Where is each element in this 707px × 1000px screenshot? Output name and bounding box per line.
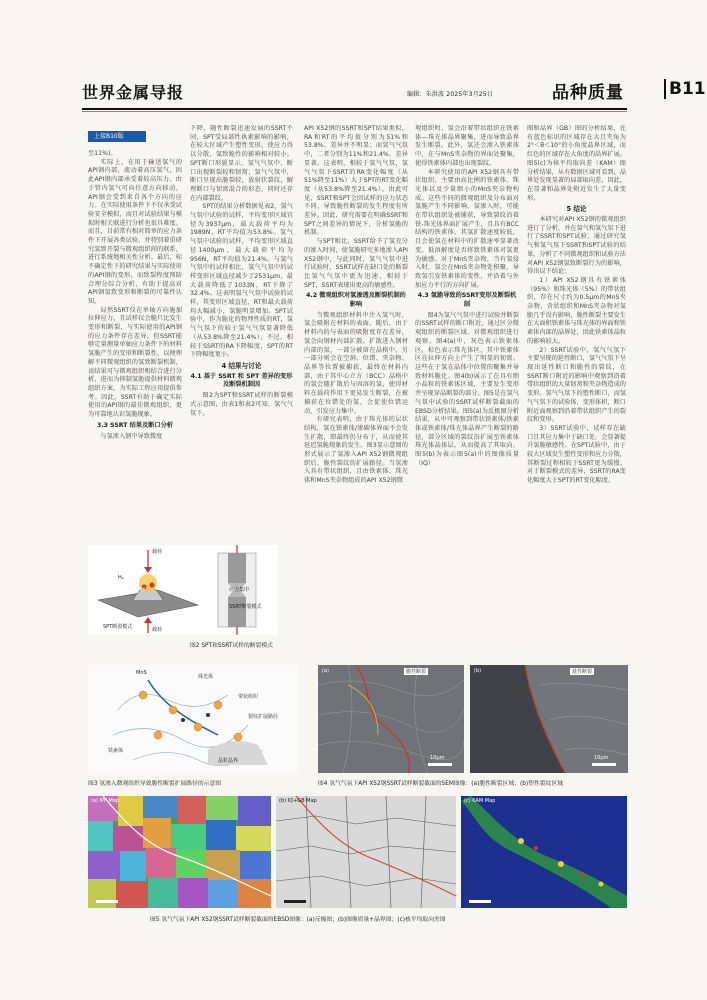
figure-4-sem-b [470, 665, 628, 773]
paragraph: 图4为氢气气氛中进行试验并断裂的SSRT试样的断口附近，通过区分微观组织的断裂区域，对微观组织进行观察。图4(a)中，灰色表示铁素体区，棕色表示珠光体区，其中铁素体区在拉伸方向上产生了明显的韧窝。这些在于氢在晶体中位置的聚集并导致材料脆化。图4(b)展示了在具有细小晶粒的铁素体区域，主要发生变形并呈现穿晶断裂的部分。图5是在氢气气氛中试验的SSRT试样断裂截面的EBSD分析结果。图5(a)为反极图分析结果，从中可观察到带状铁素体/铁素体或铁素体/珠光体晶界产生断裂的路径，部分区域的裂纹沿扩展至铁素体珠光体晶体层，从而提高了其取向。图5(b)为表示图5(a)中的图像质量（IQ） [415, 311, 519, 467]
mns-label: MnS [136, 670, 147, 676]
force-label-top: 载荷 [152, 549, 163, 555]
continued-tag: 上接B10版 [88, 131, 146, 142]
text-column-3 [304, 125, 408, 543]
ipf-map-svg [88, 796, 271, 908]
figure-5-iq-gb-map [276, 796, 456, 908]
page-number: B11 [664, 79, 706, 99]
panel-a-label: (a) [322, 668, 329, 674]
paragraph: 下降，随性断裂迅速发展的SSRT不同，SPT受局部性执素影响的影响，在较大区域产生塑性变形，使应力得以分散，氢致脆性的影响相对较小。SPT断口形貌显示，氢气气氛中，断口出现断裂较和韧窝；氢气气氛中，断口呈现出脆裂较，放射状裂纹，解理断口与韧窝混合的形态，同时还存在内部裂纹。 [190, 125, 293, 202]
scale-bar-b: 10μm [594, 755, 609, 761]
paragraph: 本研究对API X52钢的微观组织进行了分析，并在氢气和氢气氛下进行了SSRT和SPT试验，通过研究氢气和氢气氛下SSRT和SPT试验的结果，分析了不同微观组织和试验方法对API X52钢氢致断裂行为的影响，得出以下结论： [527, 216, 626, 276]
paragraph: 与SPT相比，SSRT给予了氢充分的渗入时间，使氢脆研究多地渗入API X52钢中，与此同时，氢气气氛中进行试验时，SSRT试样在缺口处的断裂比氢气气氛中更为迅速，相较于SPT，SSRT表现出更高的敏感性。 [304, 238, 408, 289]
paragraph: 本研究使用的API X52钢具有带状组织，主要由高比例的铁素体、珠光体以及少量细小的MnS夹杂物构成。这些不同的微观组织及分布面对氢脆产生不同影响，氢渗入时，可能在带状组织处被捕获，导致裂纹沿着铁-珠光体界面扩展产生，且具有BCC结构的铁素体，其氢扩散速度较低，且会使氢在材料中的扩散速率显著改变。低溶解度是否将致铁素体对氢更为敏感。对于MnS夹杂物，当有氢侵入时，氢会在MnS夹杂物处积聚，导致氢引发铁素体的变性，并沿着与外加应力平行的方向扩展。 [415, 168, 519, 289]
figure-5-kam-map [461, 796, 627, 908]
text-column-2 [190, 125, 293, 543]
stress-concentration-label: 应力集中 [229, 587, 250, 593]
subheading: 4.1 基于 SSRT 和 SPT 差异的变形及断裂机制因 [190, 372, 293, 389]
text-column-4 [415, 125, 519, 543]
hydrogen-label: H [141, 587, 145, 593]
subheading: 4.2 微观组织对氢渗透及断裂机制的影响 [306, 292, 406, 309]
figure-5-caption: 图5 氢气气氛下API X52钢SSRT试样断裂截面的EBSD图像：(a)反极图；(b)图像质量+晶界图；(c)核平均取向差图 [150, 917, 446, 923]
panel-iq-label: (b) IQ+GB Map [279, 798, 317, 804]
band-label: 带状组织 [238, 694, 259, 700]
section-heading: 4 结果与讨论 [221, 361, 262, 370]
paragraph: 图2为SPT和SSRT试样的断裂模式示意图，由表1和表2可知，氢气气氛下， [190, 392, 293, 417]
ferrite-label: 铁素体 [108, 748, 124, 754]
paragraph: 图和晶界（GB）图的分析结果，在有蓝色标识的区域存在大且夹角为2°＜θ＜10°的小角度晶界区域，而红色的区域存在大角度的晶界扩展。图5(c)为核平均取向差（KAM）图分析结果，从有数据区域可看到，晶界处发现显著的局部取向差，因此，在显著和晶界处附近发生了大量变形。 [527, 125, 626, 202]
masthead-rule [82, 108, 627, 110]
paragraph: 与氢渗入钢中导致微度 [100, 432, 163, 440]
spt-mode-label: SPT断裂模式 [103, 624, 133, 630]
subheading: 3.3 SSRT 结果及断口分析 [97, 421, 173, 429]
paragraph: API X52钢的SSRT和SPT结果类似，RA和RT的平均值分别为51%和53.8%，差异并不明显；而氢气气氛中，二者分别为11%和21.4%，差异显著。这表明，相较于氢气气氛，氢气气氛下SSRT的RA变化幅度（从51%降至11%）大于SPT的RT变化幅度（从53.8%降至21.4%）。由此可见，SSRT和SPT会因试样的应力状态不同，导致脆性断裂的发生程度有所差异。因此，研究需要在明确SSRT和SPT之间差异的情况下，分析氢脆的机制。 [304, 125, 408, 237]
newspaper-logo: 世界金属导报 [82, 83, 185, 102]
scale-bar-a: 10μm [430, 755, 445, 761]
pearlite-label: 珠光体 [198, 674, 214, 680]
ssrt-mode-label: SSRT断裂模式 [229, 604, 262, 610]
masthead [82, 78, 706, 104]
paragraph: 3）SSRT试验中，试样存在缺口且其应力集中于缺口处，会显著提升氢脆敏感性。在SPT试验中，由于较大区域发生塑性变形和应力分散，其断裂过程相较于SSRT更为缓慢。对于断裂模式的差异，SSRT的RA变化幅度大于SPT的RT变化幅度。 [527, 424, 626, 485]
paragraph: 1）API X52钢具有铁素体（95%）和珠光体（5%）的带状组织，存在尺寸约为0.5μm的MnS夹杂物，含状组织和MnS夹杂物对氢脆几乎没有影响，脆性断裂主要发生在大面积铁素体与珠光体的界面和铁素体内部的晶界处，因此铁素体晶粒的影响较大。 [527, 276, 626, 345]
figure-2-schematic [88, 545, 278, 635]
figure-3-caption: 图3 氢渗入微观组织导致脆性断裂扩展路径的示意图 [88, 781, 222, 787]
figure-4-sem-a [318, 665, 464, 773]
section-title: 品种质量 [552, 83, 624, 103]
force-label-bottom: 载荷 [152, 627, 163, 633]
figure-2-caption: 图2 SPT和SSRT试样的断裂模式 [190, 643, 273, 649]
panel-a-title: 脆性断裂 [406, 669, 427, 675]
kam-map-svg [461, 796, 627, 908]
paragraph: SPT的结果分析数据见表2，氢气气氛中试验的试样，平均变形区域宜径为3937μm，最大载荷平均为1989N，RT平均值为53.8%。氢气气氛中试验的试样，平均变形区域直径1400μm，最大载荷平均为956N，RT平均值为21.4%。与氢气气氛中的试样相比，氢气气氛中的试样变形区域直径减少了2531μm，最大载荷降低了1033N，RT下降了32.4%。这表明氢气气氛中试验的试样，其变形区域直径、RT和最大载荷均大幅减小，氢脆明显增加。SPT试验中，作为脆化的物理性质的RT，氢气气氛下的较于氢气气氛显著降低（从53.8%降至21.4%），不过，相较于SSRT的RA下降幅度，SPT的RT下降幅度更小。 [190, 203, 293, 359]
paragraph: 观组织时，氢会沿着带状组织在铁素体—珠光体晶界聚集，进而导致晶界发生断裂。此外，氢还会渗入铁素体中，在与MnS夹杂物的界面处聚集，使得铁素体内部也出现裂纹。 [415, 125, 519, 167]
paragraph: 2）SSRT试验中，氢气气氛下主要呈现的延性断口，氢气气氛下呈现出延性断口和脆性的裂纹，在SSRT断口附近的影响中观察到沿着带状组织的大量韧窝和夹杂物造成的变形。氢气气氛下的塑性断口，而氢气气氛下的试验体，变形体积，断口附近面观察到沿着带状组织产生的裂纹和变形。 [527, 346, 626, 424]
paragraph: 局然SSRT仅在单轴方向施加拉伸应力，且试样仅会脆只比发生变形和断裂，与实际使用的API钢的应力条件存在差异，但SSRT能够定量测量单轴应力条件下的材料氢脆产生的变形和断裂性，以便理解不同微观组织的氢致断裂机制，该结果可与微观组织相结合进行分析，进而为抑制氢脆提供材料微观组织方案，为实际工程应用提供参考。因此，SSRT有助于确定实际使用的API钢的最佳微观组织，更为可靠地认识氢脆现象。 [88, 306, 182, 419]
panel-kam-label: (c) KAM Map [464, 798, 496, 804]
iq-gb-map-svg [276, 796, 456, 908]
paragraph: 至11%)。 [88, 150, 117, 157]
panel-b-label: (b) [474, 668, 482, 674]
spt-schematic-svg [88, 545, 278, 635]
paragraph: 实际上，在用于输送氢气的API钢内部，流动着高压氢气，因此API钢内部承受着较高压力。由于管内氢气可向任意方向移动，API钢会受到来自各个方向的应力。在实际使用条件下不仅承受试验安全模拟，而且对试验结果与模拟时相关联进行分析也很具难度。而且，目前常有相对简单的应力条件下开展各类试验，并特别着重研究氢致开裂与微观组织间的联系，进行系统地相关性分析。最后，标不确定性下的研究结果与实际使用的API钢的变形，而致裂程度预防合理分综合分析，有助于提高对API钢氢致变形和断裂的可靠性认知。 [88, 158, 182, 305]
section-heading: 5 结论 [566, 205, 587, 214]
paragraph: 当微观组织材料中注入氢气时，氢会吸附在材料的表面，随后，由于材料内的与表面的吸附度存在差异，氢会向钢材内部扩散。扩散进入钢材内部的氢，一部分被留在晶格中，另一部分则会在空洞、位错、夹杂物、晶界等位置被捕获，最终在材料内部，由于其中心立方（BCC）晶格中的氢会随扩散后与固溶的氢，使得材料在载荷作用下更易发生断裂，在被捕获在位错处的氢，会促使位错运动，引发应力集中。 [304, 311, 408, 415]
crack-path-label: 裂纹扩展路径 [248, 714, 279, 720]
panel-ipf-label: (a) IPF Map [91, 798, 120, 804]
paragraph: 有研究表明，由于珠光体的层状结构，氢在铁素体/渗碳体界面不会发生扩散，即最终仍分布于，从而使其延迟氢脆现象的发生。图3显示意图的形式展示了氢渗入API X52钢微观组织后，脆性裂纹的扩展路径。当氢渗入具有带状组织，且由铁素体、珠光体和MnS夹杂物组成的API X52钢微 [304, 416, 408, 485]
issue-meta: 编辑：朱洪波 2025年3月25日 [407, 91, 494, 98]
figure-3-schematic [88, 665, 298, 773]
h2-label: H₂ [118, 575, 124, 581]
text-column-1 [88, 150, 182, 550]
subheading: 4.3 氢脆导致的SSRT变形及断裂机制 [417, 292, 517, 309]
masthead-rule-thin [82, 111, 627, 112]
grain-label: 晶粒晶界 [218, 758, 239, 764]
figure-5-ipf-map [88, 796, 271, 908]
figure-4-caption: 图4 氢气气氛下API X52钢SSRT试样断裂截面的SEM图像：(a)脆性断裂区域；(b)塑性裂纹区域 [318, 781, 563, 787]
panel-b-title: 延性断裂 [572, 669, 593, 675]
text-column-5 [527, 125, 626, 665]
